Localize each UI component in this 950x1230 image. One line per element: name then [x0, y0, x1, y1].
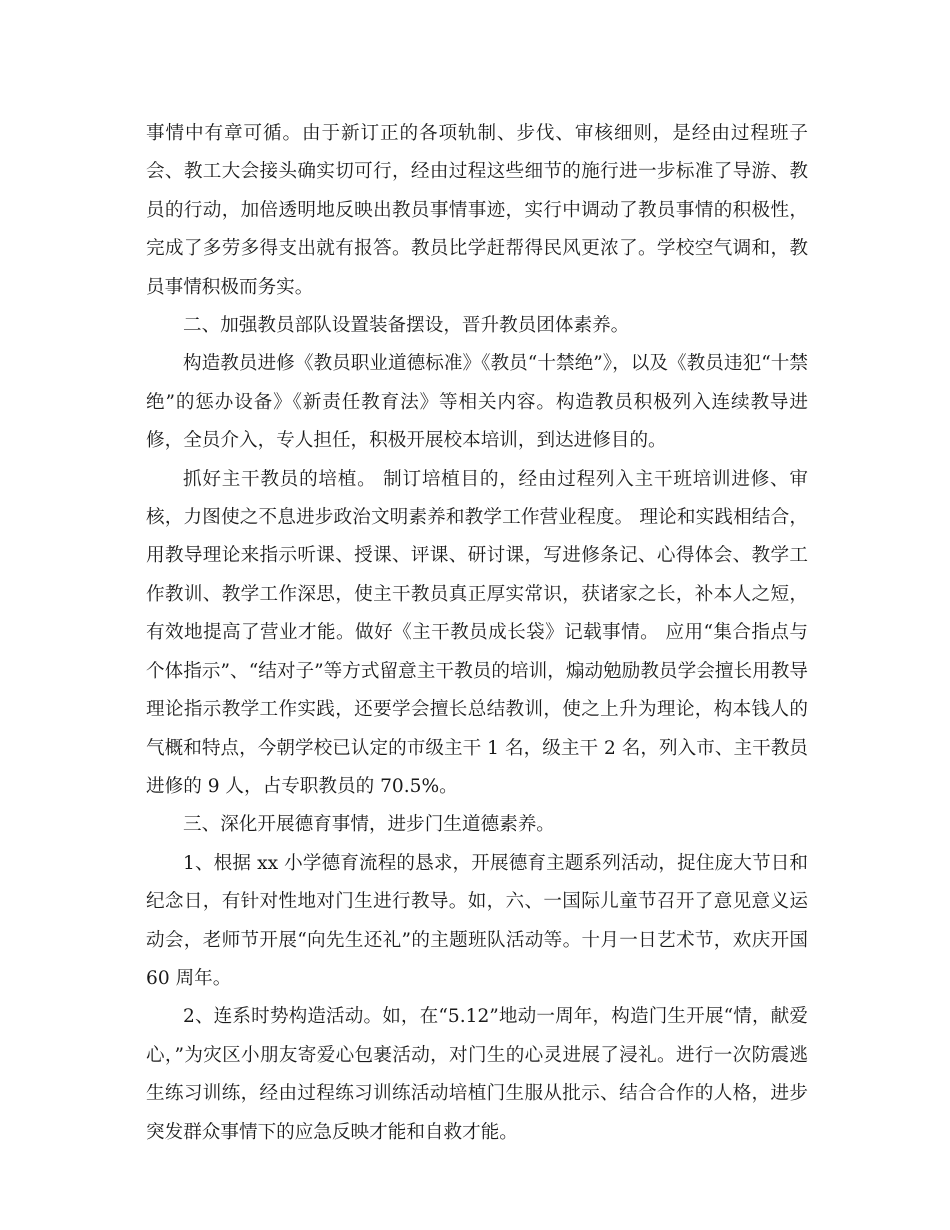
paragraph-study: 构造教员进修《教员职业道德标准》《教员“十禁绝”》，以及《教员违犯“十禁绝”的惩办设备》《新责任教育法》等相关内容。构造教员积极列入连续教导进修，全员介入，专人担任，积极开展校本培训，到达进修目的。 — [146, 353, 808, 452]
paragraph-moral-education-1: 1、根据 xx 小学德育流程的恳求，开展德育主题系列活动，捉住庞大节日和纪念日，有针对性地对门生进行教导。如，六、一国际儿童节召开了意见意义运动会，老师节开展“向先生还礼”的主题班队活动等。十月一日艺术节，欢庆开国 60 周年。 — [146, 852, 808, 989]
document-body — [146, 115, 808, 1152]
section-heading-3: 三、深化开展德育事情，进步门生道德素养。 — [183, 814, 555, 836]
paragraph-moral-education-2: 2、连系时势构造活动。如，在“5.12”地动一周年，构造门生开展“情，献爱心，”为灾区小朋友寄爱心包裹活动，对门生的心灵进展了浸礼。进行一次防震逃生练习训练，经由过程练习训练活动培植门生服从批示、结合合作的人格，进步突发群众事情下的应急反映才能和自救才能。 — [146, 1006, 808, 1143]
paragraph-backbone-teachers: 抓好主干教员的培植。 制订培植目的，经由过程列入主干班培训进修、审核，力图使之不息进步政治文明素养和教学工作营业程度。 理论和实践相结合，用教导理论来指示听课、授课、评课、研讨课，写进修条记、心得体会、教学工作教训、教学工作深思，使主干教员真正厚实常识，获诸家之长，补本人之短，有效地提高了营业才能。做好《主干教员成长袋》记载事情。 应用“集合指点与个体指示”、“结对子”等方式留意主干教员的培训，煽动勉励教员学会擅长用教导理论指示教学工作实践，还要学会擅长总结教训，使之上升为理论，构本钱人的气概和特点，今朝学校已认定的市级主干 1 名，级主干 2 名，列入市、主干教员进修的 9 人，占专职教员的 70.5%。 — [146, 468, 808, 797]
paragraph-continuation: 事情中有章可循。由于新订正的各项轨制、步伐、审核细则，是经由过程班子会、教工大会接头确实切可行，经由过程这些细节的施行进一步标准了导游、教员的行动，加倍透明地反映出教员事情事迹，实行中调动了教员事情的积极性，完成了多劳多得支出就有报答。教员比学赶帮得民风更浓了。学校空气调和，教员事情积极而务实。 — [146, 123, 808, 298]
section-heading-2: 二、加强教员部队设置装备摆设，晋升教员团体素养。 — [183, 315, 630, 337]
